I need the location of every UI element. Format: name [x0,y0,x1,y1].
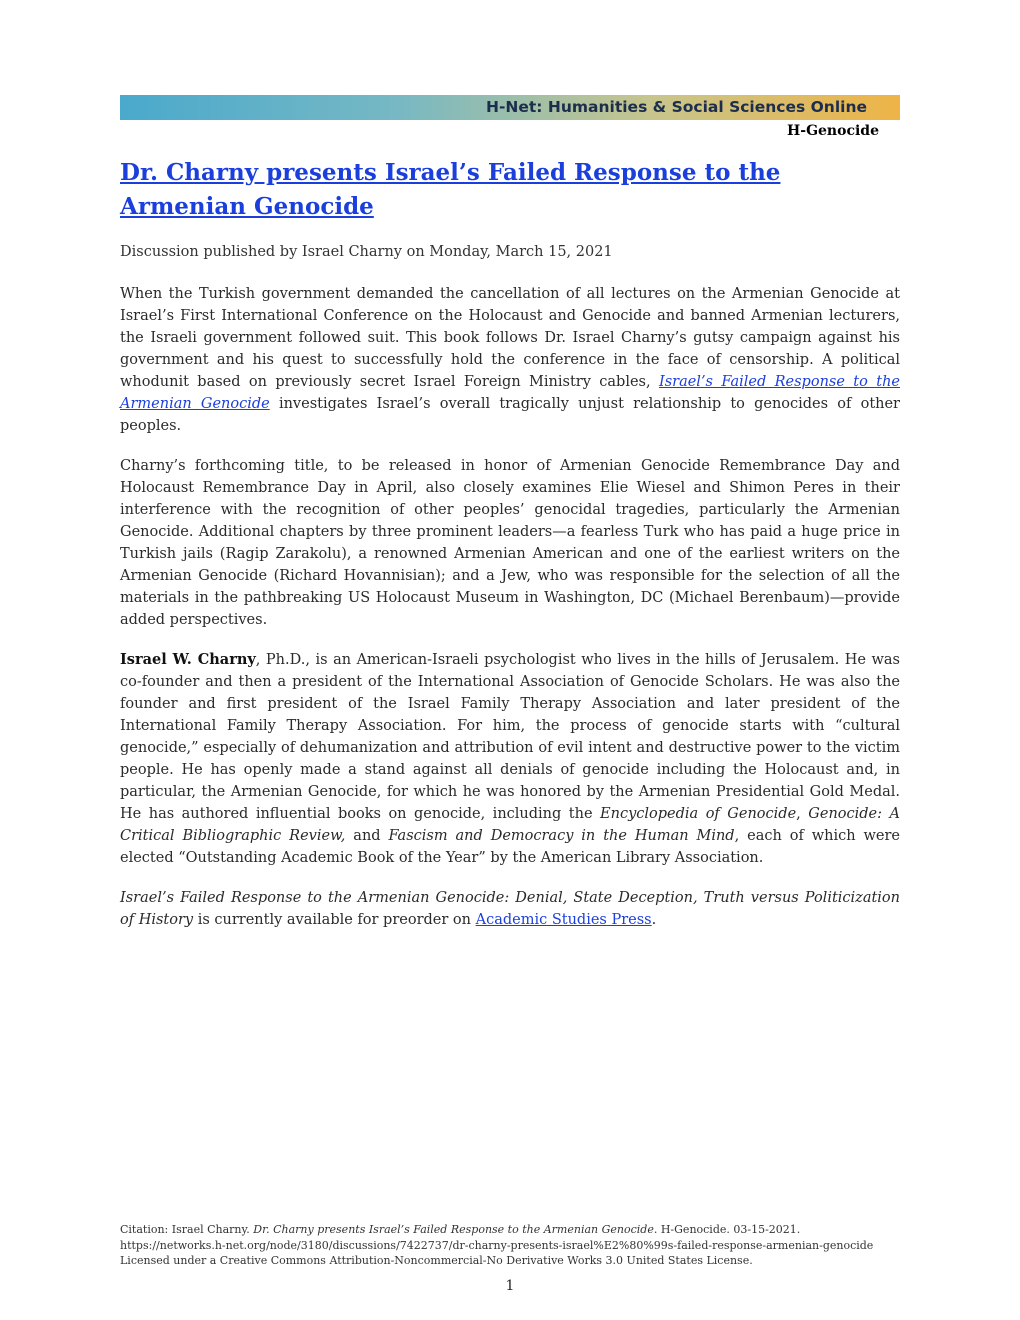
book-title-2: Genocide: A Critical Bibliographic Review, [120,806,900,844]
paragraph-4-text-a: is currently available for preorder on [193,912,476,928]
paragraph-4 [120,887,900,931]
citation-title: Dr. Charny presents Israel’s Failed Response to the Armenian Genocide [253,1223,654,1236]
network-name: H-Genocide [787,123,879,139]
citation-footer [120,1222,920,1269]
paragraph-3-text-b: , each of which were elected “Outstanding Academic Book of the Year” by the American Library Association. [120,828,900,866]
book-title-1: Encyclopedia of Genocide [600,806,797,822]
paragraph-4-text-b: . [651,912,657,928]
separator-1: , [796,806,809,822]
publisher-link[interactable]: Academic Studies Press [475,912,652,928]
paragraph-1-text-b: investigates Israel’s overall tragically unjust relationship to genocides of other peoples. [120,396,900,434]
h-net-banner [120,95,900,120]
full-book-title: Israel’s Failed Response to the Armenian Genocide: Denial, State Deception, Truth versus Politicization of History [120,890,900,928]
citation-url: https://networks.h-net.org/node/3180/discussions/7422737/dr-charny-presents-israel%E2%80%99s-failed-response-armenian-genocide [120,1238,874,1252]
paragraph-3 [120,649,900,869]
citation-line [120,1222,920,1238]
page-number: 1 [505,1278,515,1294]
paragraph-1 [120,283,900,437]
paragraph-1-text-a: When the Turkish government demanded the cancellation of all lectures on the Armenian Genocide at Israel’s First International Conference on the Holocaust and Genocide and banned Armenian lecturers, the Israeli government followed suit. This book follows Dr. Israel Charny’s gutsy campaign against his government and his quest to successfully hold the conference in the face of censorship. A political whodunit based on previously secret Israel Foreign Ministry cables, [120,286,900,390]
book-title-3: Fascism and Democracy in the Human Mind [388,828,735,844]
citation-prefix: Citation: Israel Charny. [120,1223,254,1236]
citation-suffix: . H-Genocide. 03-15-2021. [653,1223,801,1236]
license-text: Licensed under a Creative Commons Attribution-Noncommercial-No Derivative Works 3.0 United States License. [120,1254,753,1267]
book-link-text[interactable]: Israel’s Failed Response to the Armenian Genocide [120,374,900,412]
article-title[interactable]: Dr. Charny presents Israel’s Failed Response to the Armenian Genocide [120,159,781,220]
article-body [120,283,900,949]
separator-2: and [345,828,389,844]
author-name: Israel W. Charny [120,651,256,668]
paragraph-3-text-a: , Ph.D., is an American-Israeli psychologist who lives in the hills of Jerusalem. He was co-founder and then a president of the International Association of Genocide Scholars. He was also the founder and first president of the Israel Family Therapy Association and later president of the International Family Therapy Association. For him, the process of genocide starts with “cultural genocide,” especially of dehumanization and attribution of evil intent and destructive power to the victim people. He has openly made a stand against all denials of genocide including the Holocaust and, in particular, the Armenian Genocide, for which he was honored by the Armenian Presidential Gold Medal. He has authored influential books on genocide, including the [120,652,900,822]
publication-line: Discussion published by Israel Charny on Monday, March 15, 2021 [120,244,613,260]
paragraph-2: Charny’s forthcoming title, to be released in honor of Armenian Genocide Remembrance Day and Holocaust Remembrance Day in April, also closely examines Elie Wiesel and Shimon Peres in their interference with the recognition of other peoples’ genocidal tragedies, particularly the Armenian Genocide. Additional chapters by three prominent leaders—a fearless Turk who has paid a huge price in Turkish jails (Ragip Zarakolu), a renowned Armenian American and one of the earliest writers on the Armenian Genocide (Richard Hovannisian); and a Jew, who was responsible for the selection of all the materials in the pathbreaking US Holocaust Museum in Washington, DC (Michael Berenbaum)—provide added perspectives. [120,458,900,628]
banner-title: H-Net: Humanities & Social Sciences Online [485,98,867,116]
